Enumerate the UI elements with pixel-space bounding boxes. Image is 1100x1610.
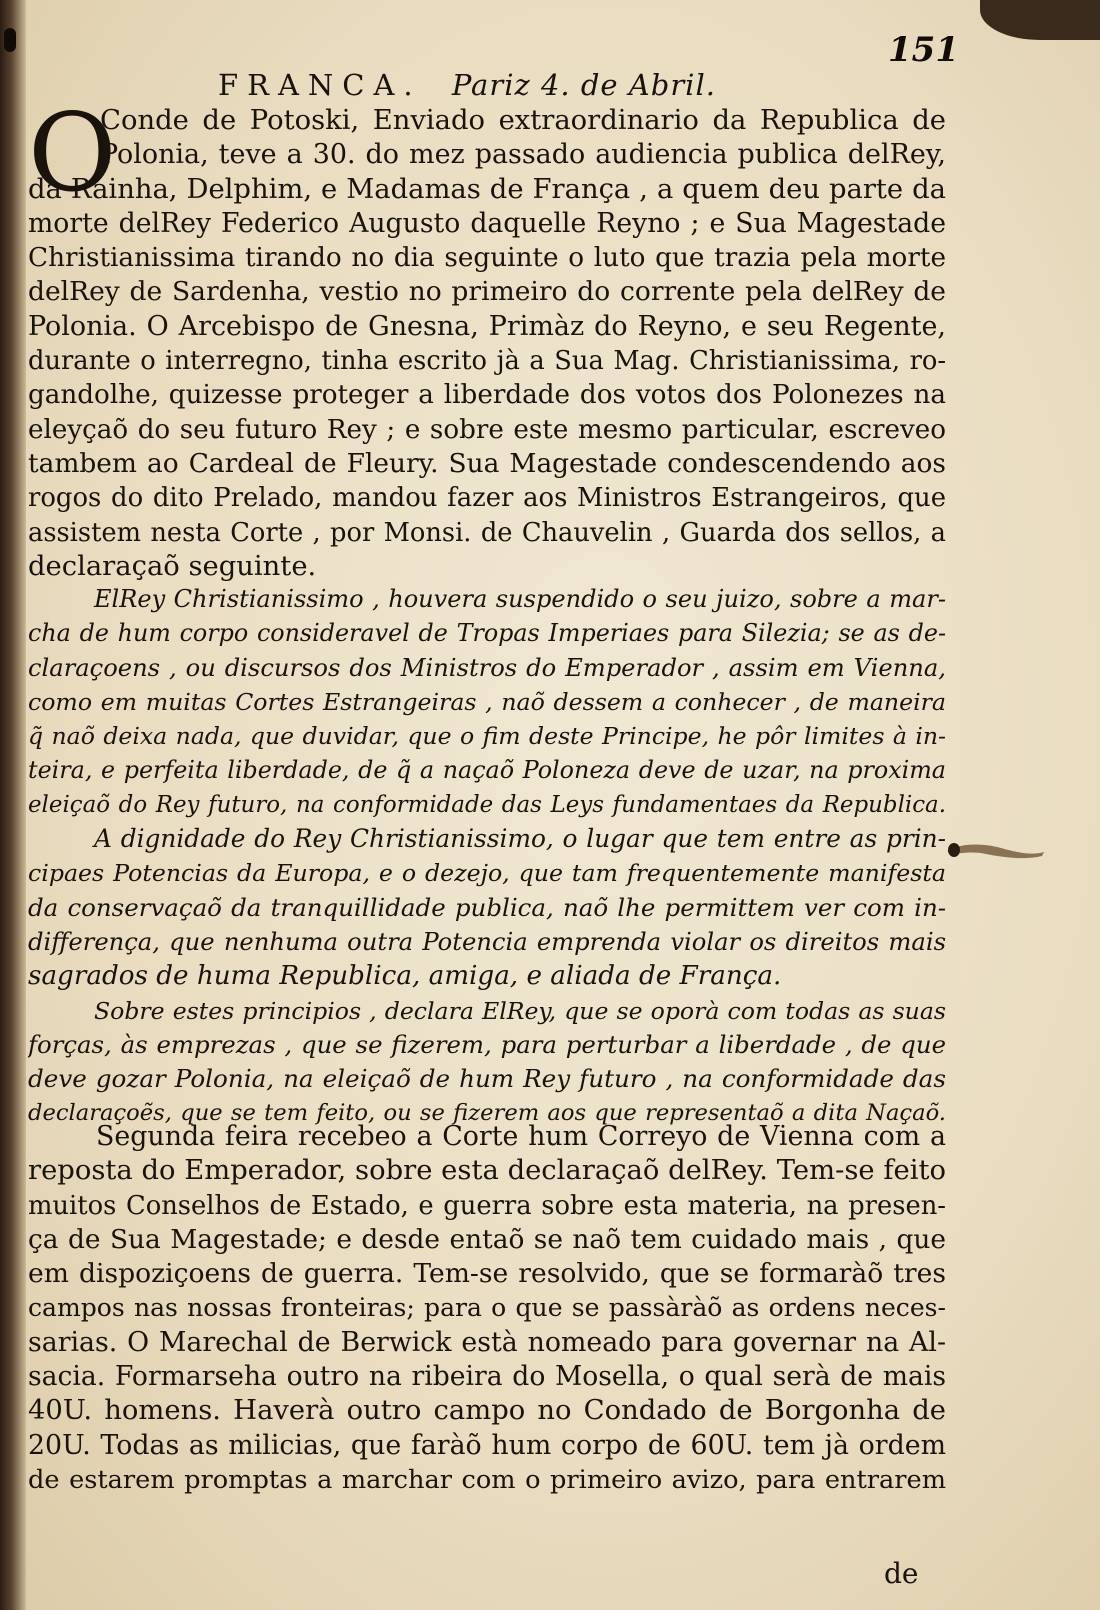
text-line: forças, às emprezas , que se fizerem, para perturbar a liberdade , de que [28, 1029, 946, 1059]
text-line: Segunda feira recebeo a Corte hum Correyo de Vienna com a [96, 1121, 946, 1152]
text-line: sagrados de huma Republica, amiga, e aliada de França. [28, 961, 782, 992]
text-line: tambem ao Cardeal de Fleury. Sua Magestade condescendendo aos [28, 447, 946, 479]
text-line: Polonia, teve a 30. do mez passado audiencia publica delRey, [100, 139, 946, 171]
torn-corner [980, 0, 1100, 40]
text-line: delRey de Sardenha, vestio no primeiro do corrente pela delRey de [28, 276, 946, 308]
text-line: 40U. homens. Haverà outro campo no Condado de Borgonha de [28, 1395, 946, 1427]
text-line: declaraçaõ seguinte. [28, 550, 317, 582]
text-line: sarias. O Marechal de Berwick està nomeado para governar na Al- [28, 1326, 946, 1358]
text-line: cha de hum corpo consideravel de Tropas Imperiaes para Silezia; se as de- [28, 619, 946, 648]
text-line: muitos Conselhos de Estado, e guerra sobre esta materia, na presen- [28, 1190, 946, 1221]
text-line: em dispoziçoens de guerra. Tem-se resolvido, que se formaràõ tres [28, 1258, 946, 1290]
text-line: 20U. Todas as milicias, que faràõ hum corpo de 60U. tem jà ordem [28, 1429, 946, 1461]
text-line: rogos do dito Prelado, mandou fazer aos Ministros Estrangeiros, que [28, 483, 946, 514]
text-line: Conde de Potoski, Enviado extraordinario da Republica de [100, 105, 946, 136]
drop-cap: O [28, 91, 117, 216]
text-line: Christianissima tirando no dia seguinte o luto que trazia pela morte [28, 243, 946, 274]
paper-damage-mark [946, 838, 1046, 862]
text-line: ça de Sua Magestade; e desde entaõ se naõ tem cuidado mais , que [28, 1223, 946, 1255]
section-heading [218, 68, 716, 102]
dateline: Pariz 4. de Abril. [451, 68, 716, 102]
text-line: assistem nesta Corte , por Monsi. de Chauvelin , Guarda dos sellos, a [28, 517, 946, 548]
text-line: Polonia. O Arcebispo de Gnesna, Primàz do Reyno, e seu Regente, [28, 310, 946, 342]
country-heading: FRANCA. [218, 68, 422, 102]
text-line: eleyçaõ do seu futuro Rey ; e sobre este mesmo particular, escreveo [28, 414, 946, 445]
text-line: da conservaçaõ da tranquillidade publica, naõ lhe permittem ver com in- [28, 892, 946, 922]
text-line: eleiçaõ do Rey futuro, na conformidade das Leys fundamentaes da Republica. [28, 791, 946, 818]
text-line: deve gozar Polonia, na eleiçaõ de hum Rey futuro , na conformidade das [28, 1064, 946, 1094]
text-line: morte delRey Federico Augusto daquelle Reyno ; e Sua Magestade [28, 207, 946, 239]
text-line: cipaes Potencias da Europa, e o dezejo, que tam frequentemente manifesta [28, 859, 946, 888]
text-line: q̃ naõ deixa nada, que duvidar, que o fim deste Principe, he pôr limites à in- [28, 722, 946, 751]
text-line: de estarem promptas a marchar com o primeiro avizo, para entrarem [28, 1464, 946, 1495]
text-line: reposta do Emperador, sobre esta declaraçaõ delRey. Tem-se feito [28, 1155, 946, 1187]
page-number: 151 [888, 30, 959, 70]
text-line: da Rainha, Delphim, e Madamas de França , a quem deu parte da [28, 173, 946, 205]
text-line: durante o interregno, tinha escrito jà a Sua Mag. Christianissima, ro- [28, 346, 946, 377]
text-line: declaraçoẽs, que se tem feito, ou se fizerem aos que representaõ a dita Naçaõ. [28, 1100, 946, 1127]
catchword: de [884, 1557, 919, 1590]
text-line: como em muitas Cortes Estrangeiras , naõ dessem a conhecer , de maneira [28, 687, 946, 716]
text-line: differença, que nenhuma outra Potencia emprenda violar os direitos mais [28, 927, 946, 956]
text-line: gandolhe, quizesse proteger a liberdade dos votos dos Polonezes na [28, 380, 946, 411]
page-binding-edge [0, 0, 26, 1610]
text-line: campos nas nossas fronteiras; para o que se passàràõ as ordens neces- [28, 1293, 946, 1323]
text-line: teira, e perfeita liberdade, de q̃ a naçaõ Poloneza deve de uzar, na proxima [28, 756, 946, 785]
text-line: A dignidade do Rey Christianissimo, o lugar que tem entre as prin- [94, 824, 946, 854]
news-paragraph [28, 1120, 946, 1497]
text-line: ElRey Christianissimo , houvera suspendido o seu juizo, sobre a mar- [94, 585, 946, 613]
text-line: sacia. Formarseha outro na ribeira do Mosella, o qual serà de mais [28, 1361, 946, 1393]
text-line: claraçoens , ou discursos dos Ministros do Emperador , assim em Vienna, [28, 653, 946, 682]
royal-declaration [28, 582, 946, 1131]
binding-mark [4, 28, 16, 52]
text-line: Sobre estes principios , declara ElRey, que se oporà com todas as suas [94, 996, 946, 1025]
lead-paragraph [28, 91, 946, 584]
